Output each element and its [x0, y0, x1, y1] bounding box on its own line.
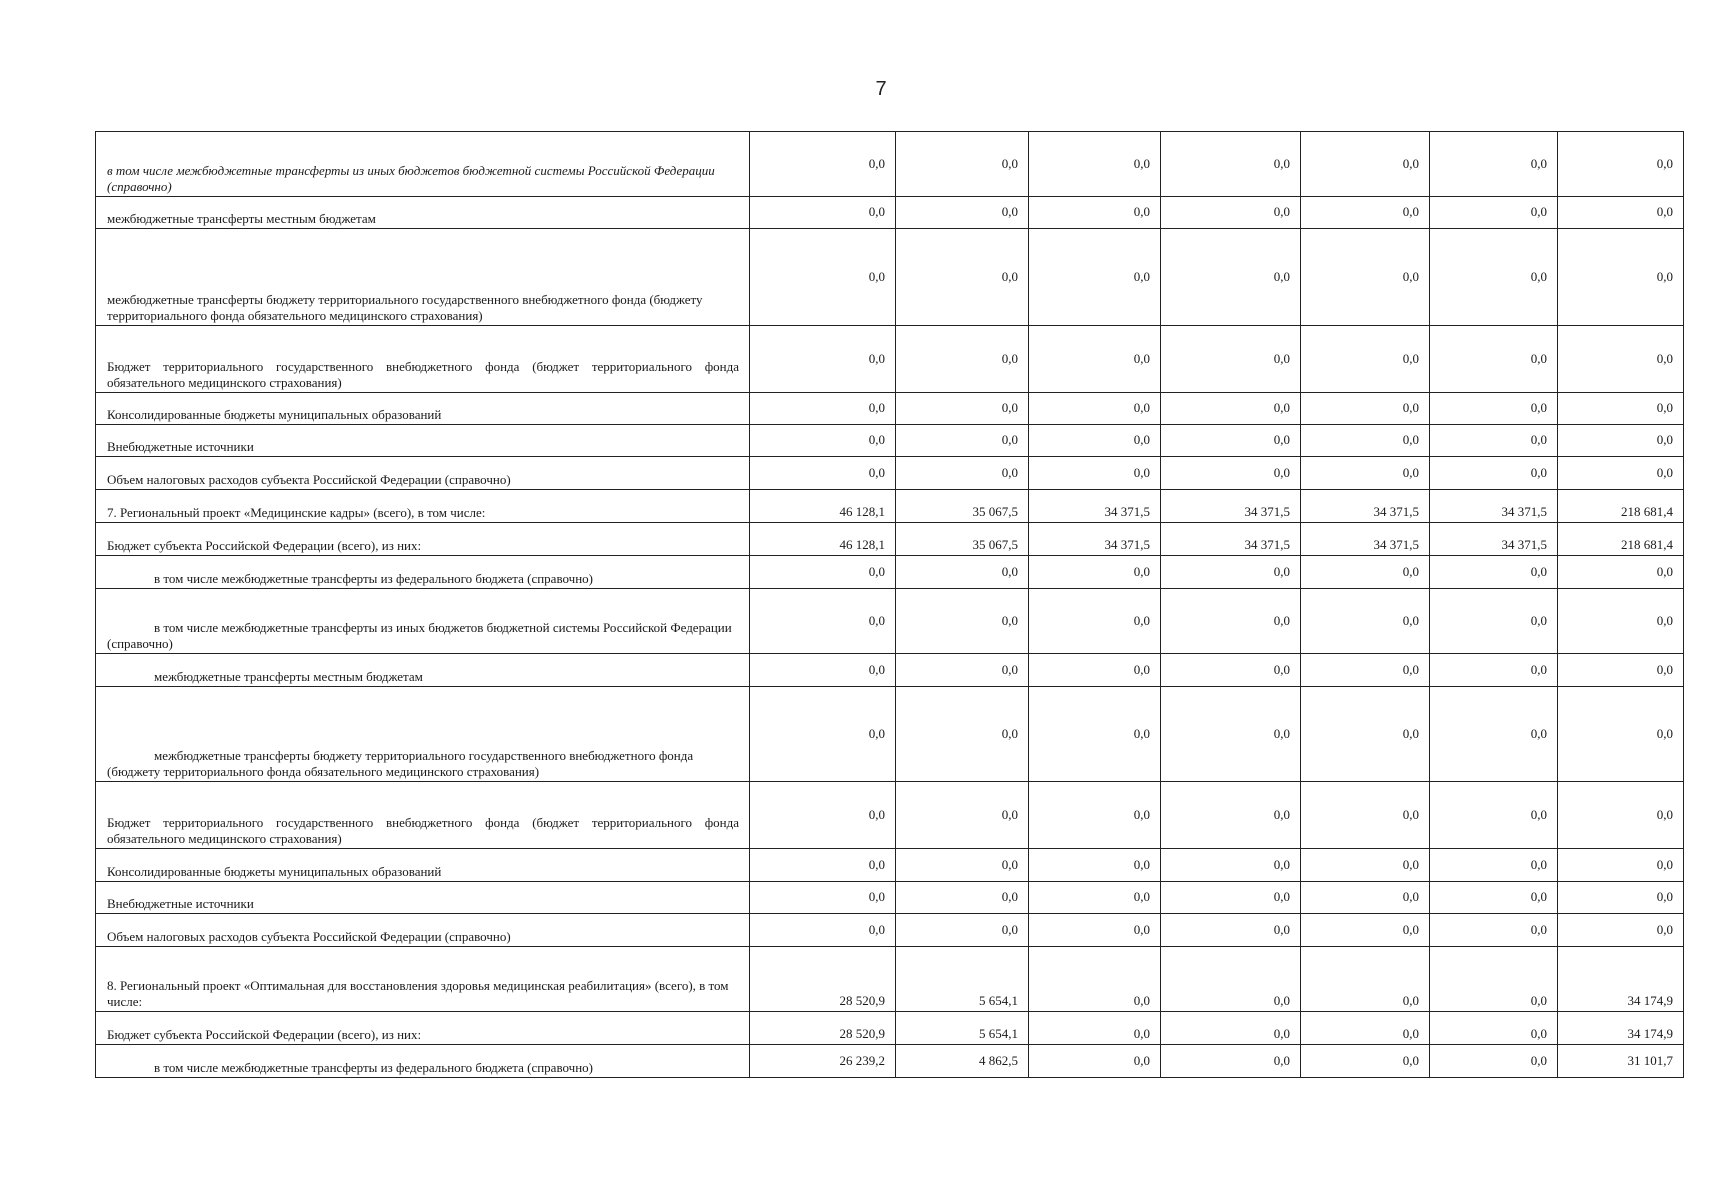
value-cell: 0,0 — [1161, 782, 1301, 849]
value-cell: 0,0 — [896, 914, 1029, 947]
row-label-text: Бюджет субъекта Российской Федерации (всего), из них: — [107, 1026, 422, 1042]
value-cell: 0,0 — [1430, 1045, 1558, 1078]
value-cell: 0,0 — [1161, 687, 1301, 782]
value-cell: 26 239,2 — [750, 1045, 896, 1078]
value-cell: 0,0 — [1558, 849, 1684, 882]
value-cell: 0,0 — [1301, 914, 1430, 947]
value-cell: 34 371,5 — [1301, 490, 1430, 523]
value-cell: 0,0 — [896, 457, 1029, 490]
value-cell: 0,0 — [1161, 1045, 1301, 1078]
value-cell: 0,0 — [1430, 654, 1558, 687]
value-cell: 4 862,5 — [896, 1045, 1029, 1078]
value-cell: 0,0 — [1430, 556, 1558, 589]
value-cell: 218 681,4 — [1558, 523, 1684, 556]
row-label-text: 8. Региональный проект «Оптимальная для восстановления здоровья медицинская реабилитация» (всего), в том числе: — [107, 977, 729, 1009]
table-row — [96, 229, 1684, 326]
value-cell: 0,0 — [1430, 197, 1558, 229]
value-cell: 0,0 — [1161, 326, 1301, 393]
value-cell: 0,0 — [1161, 393, 1301, 425]
value-cell: 0,0 — [1029, 589, 1161, 654]
value-cell: 0,0 — [896, 849, 1029, 882]
value-cell: 0,0 — [1161, 914, 1301, 947]
table-row — [96, 197, 1684, 229]
value-cell: 0,0 — [1161, 1012, 1301, 1045]
value-cell: 0,0 — [1301, 1012, 1430, 1045]
value-cell: 0,0 — [1301, 393, 1430, 425]
value-cell: 0,0 — [1558, 687, 1684, 782]
value-cell: 0,0 — [1029, 687, 1161, 782]
row-label — [96, 1045, 750, 1078]
value-cell: 0,0 — [1029, 947, 1161, 1012]
row-label-text: Внебюджетные источники — [107, 438, 254, 454]
value-cell: 28 520,9 — [750, 947, 896, 1012]
value-cell: 0,0 — [1301, 687, 1430, 782]
row-label-text: межбюджетные трансферты бюджету территориального государственного внебюджетного фонда (бюджету территориального фонда обязательного медицинского страхования) — [107, 747, 694, 779]
table-row — [96, 1012, 1684, 1045]
table-row — [96, 457, 1684, 490]
value-cell: 0,0 — [750, 654, 896, 687]
row-label-text: Бюджет территориального государственного внебюджетного фонда (бюджет территориального фонда обязательного медицинского страхования) — [107, 814, 739, 846]
value-cell: 0,0 — [1029, 849, 1161, 882]
table-row — [96, 914, 1684, 947]
value-cell: 0,0 — [1301, 197, 1430, 229]
value-cell: 0,0 — [1430, 326, 1558, 393]
value-cell: 0,0 — [1430, 457, 1558, 490]
value-cell: 0,0 — [1029, 229, 1161, 326]
value-cell: 0,0 — [1029, 1045, 1161, 1078]
value-cell: 0,0 — [750, 197, 896, 229]
value-cell: 0,0 — [1430, 1012, 1558, 1045]
value-cell: 0,0 — [1430, 393, 1558, 425]
value-cell: 0,0 — [750, 132, 896, 197]
budget-table — [95, 131, 1684, 1078]
value-cell: 34 371,5 — [1161, 523, 1301, 556]
value-cell: 0,0 — [1430, 687, 1558, 782]
row-label — [96, 326, 750, 393]
value-cell: 0,0 — [1558, 229, 1684, 326]
value-cell: 0,0 — [1430, 782, 1558, 849]
value-cell: 0,0 — [1029, 457, 1161, 490]
value-cell: 31 101,7 — [1558, 1045, 1684, 1078]
value-cell: 0,0 — [1161, 849, 1301, 882]
row-label — [96, 687, 750, 782]
value-cell: 35 067,5 — [896, 490, 1029, 523]
value-cell: 0,0 — [1029, 326, 1161, 393]
value-cell: 0,0 — [1301, 1045, 1430, 1078]
row-label-text: в том числе межбюджетные трансферты из федерального бюджета (справочно) — [154, 1059, 593, 1075]
value-cell: 0,0 — [1430, 914, 1558, 947]
row-label — [96, 425, 750, 457]
row-label-text: 7. Региональный проект «Медицинские кадры» (всего), в том числе: — [107, 504, 486, 520]
value-cell: 0,0 — [750, 393, 896, 425]
page-number: 7 — [875, 78, 887, 100]
value-cell: 34 371,5 — [1430, 490, 1558, 523]
value-cell: 0,0 — [1301, 589, 1430, 654]
row-label — [96, 947, 750, 1012]
value-cell: 0,0 — [1161, 654, 1301, 687]
value-cell: 0,0 — [1301, 326, 1430, 393]
value-cell: 0,0 — [750, 849, 896, 882]
table-row — [96, 782, 1684, 849]
value-cell: 0,0 — [1161, 882, 1301, 914]
value-cell: 0,0 — [896, 393, 1029, 425]
value-cell: 34 174,9 — [1558, 1012, 1684, 1045]
value-cell: 0,0 — [1558, 457, 1684, 490]
row-label-text: межбюджетные трансферты местным бюджетам — [107, 210, 376, 226]
value-cell: 0,0 — [1430, 425, 1558, 457]
row-label — [96, 197, 750, 229]
value-cell: 0,0 — [896, 326, 1029, 393]
row-label-text: Бюджет территориального государственного внебюджетного фонда (бюджет территориального фонда обязательного медицинского страхования) — [107, 358, 739, 390]
value-cell: 46 128,1 — [750, 523, 896, 556]
value-cell: 0,0 — [750, 914, 896, 947]
value-cell: 0,0 — [1029, 782, 1161, 849]
row-label — [96, 882, 750, 914]
value-cell: 0,0 — [1029, 197, 1161, 229]
value-cell: 0,0 — [750, 229, 896, 326]
value-cell: 0,0 — [1161, 556, 1301, 589]
value-cell: 0,0 — [1558, 393, 1684, 425]
value-cell: 34 174,9 — [1558, 947, 1684, 1012]
value-cell: 0,0 — [1301, 556, 1430, 589]
value-cell: 0,0 — [896, 425, 1029, 457]
table-row — [96, 882, 1684, 914]
value-cell: 0,0 — [1301, 782, 1430, 849]
value-cell: 0,0 — [1029, 556, 1161, 589]
value-cell: 34 371,5 — [1029, 490, 1161, 523]
value-cell: 0,0 — [896, 782, 1029, 849]
value-cell: 0,0 — [1430, 132, 1558, 197]
value-cell: 0,0 — [750, 425, 896, 457]
row-label — [96, 393, 750, 425]
value-cell: 46 128,1 — [750, 490, 896, 523]
value-cell: 0,0 — [750, 782, 896, 849]
row-label-text: Консолидированные бюджеты муниципальных образований — [107, 406, 442, 422]
value-cell: 0,0 — [1301, 654, 1430, 687]
table-row — [96, 589, 1684, 654]
value-cell: 0,0 — [896, 687, 1029, 782]
value-cell: 0,0 — [750, 556, 896, 589]
value-cell: 0,0 — [1161, 132, 1301, 197]
value-cell: 0,0 — [1161, 947, 1301, 1012]
value-cell: 0,0 — [1029, 425, 1161, 457]
row-label-text: в том числе межбюджетные трансферты из иных бюджетов бюджетной системы Российской Федерации (справочно) — [107, 162, 715, 194]
value-cell: 0,0 — [1161, 457, 1301, 490]
value-cell: 0,0 — [1558, 425, 1684, 457]
row-label-text: Внебюджетные источники — [107, 895, 254, 911]
value-cell: 0,0 — [1301, 882, 1430, 914]
row-label — [96, 457, 750, 490]
value-cell: 0,0 — [896, 197, 1029, 229]
value-cell: 28 520,9 — [750, 1012, 896, 1045]
value-cell: 0,0 — [896, 556, 1029, 589]
table-row — [96, 556, 1684, 589]
value-cell: 0,0 — [1301, 849, 1430, 882]
value-cell: 34 371,5 — [1161, 490, 1301, 523]
table-row — [96, 425, 1684, 457]
row-label-text: межбюджетные трансферты местным бюджетам — [154, 668, 423, 684]
table-row — [96, 947, 1684, 1012]
value-cell: 0,0 — [896, 654, 1029, 687]
value-cell: 0,0 — [1558, 782, 1684, 849]
value-cell: 34 371,5 — [1029, 523, 1161, 556]
value-cell: 0,0 — [750, 687, 896, 782]
row-label — [96, 589, 750, 654]
row-label — [96, 132, 750, 197]
value-cell: 0,0 — [750, 326, 896, 393]
table-row — [96, 490, 1684, 523]
row-label-text: Объем налоговых расходов субъекта Российской Федерации (справочно) — [107, 471, 511, 487]
row-label-text: Объем налоговых расходов субъекта Российской Федерации (справочно) — [107, 928, 511, 944]
row-label-text: Бюджет субъекта Российской Федерации (всего), из них: — [107, 537, 422, 553]
row-label — [96, 1012, 750, 1045]
table-body — [96, 132, 1684, 1078]
value-cell: 0,0 — [1161, 425, 1301, 457]
value-cell: 0,0 — [1301, 229, 1430, 326]
value-cell: 0,0 — [1029, 393, 1161, 425]
row-label-text: межбюджетные трансферты бюджету территориального государственного внебюджетного фонда (бюджету территориального фонда обязательного медицинского страхования) — [107, 291, 703, 323]
row-label — [96, 782, 750, 849]
value-cell: 218 681,4 — [1558, 490, 1684, 523]
value-cell: 0,0 — [1430, 947, 1558, 1012]
value-cell: 0,0 — [1558, 654, 1684, 687]
row-label — [96, 490, 750, 523]
value-cell: 0,0 — [1430, 229, 1558, 326]
value-cell: 5 654,1 — [896, 1012, 1029, 1045]
row-label — [96, 556, 750, 589]
value-cell: 0,0 — [1301, 425, 1430, 457]
value-cell: 0,0 — [1558, 556, 1684, 589]
value-cell: 0,0 — [1558, 132, 1684, 197]
value-cell: 0,0 — [1161, 589, 1301, 654]
value-cell: 0,0 — [750, 589, 896, 654]
value-cell: 0,0 — [1029, 654, 1161, 687]
table-row — [96, 326, 1684, 393]
value-cell: 0,0 — [1430, 849, 1558, 882]
value-cell: 0,0 — [1301, 132, 1430, 197]
table-row — [96, 849, 1684, 882]
value-cell: 0,0 — [1430, 882, 1558, 914]
value-cell: 0,0 — [750, 457, 896, 490]
value-cell: 35 067,5 — [896, 523, 1029, 556]
row-label — [96, 849, 750, 882]
value-cell: 0,0 — [896, 132, 1029, 197]
value-cell: 34 371,5 — [1430, 523, 1558, 556]
row-label — [96, 229, 750, 326]
value-cell: 0,0 — [1029, 132, 1161, 197]
value-cell: 0,0 — [1161, 229, 1301, 326]
value-cell: 0,0 — [896, 882, 1029, 914]
row-label — [96, 654, 750, 687]
row-label-text: Консолидированные бюджеты муниципальных образований — [107, 863, 442, 879]
table-row — [96, 654, 1684, 687]
value-cell: 0,0 — [1558, 882, 1684, 914]
value-cell: 0,0 — [1301, 457, 1430, 490]
table-row — [96, 523, 1684, 556]
value-cell: 5 654,1 — [896, 947, 1029, 1012]
value-cell: 0,0 — [1161, 197, 1301, 229]
value-cell: 0,0 — [1558, 914, 1684, 947]
table-row — [96, 132, 1684, 197]
value-cell: 0,0 — [1558, 326, 1684, 393]
value-cell: 0,0 — [1029, 914, 1161, 947]
value-cell: 0,0 — [896, 589, 1029, 654]
row-label-text: в том числе межбюджетные трансферты из федерального бюджета (справочно) — [154, 570, 593, 586]
table-row — [96, 687, 1684, 782]
value-cell: 0,0 — [1558, 589, 1684, 654]
value-cell: 0,0 — [1029, 1012, 1161, 1045]
row-label — [96, 523, 750, 556]
value-cell: 0,0 — [1558, 197, 1684, 229]
value-cell: 0,0 — [896, 229, 1029, 326]
value-cell: 0,0 — [1430, 589, 1558, 654]
row-label-text: в том числе межбюджетные трансферты из иных бюджетов бюджетной системы Российской Федерации (справочно) — [107, 619, 732, 651]
value-cell: 34 371,5 — [1301, 523, 1430, 556]
value-cell: 0,0 — [1029, 882, 1161, 914]
value-cell: 0,0 — [1301, 947, 1430, 1012]
value-cell: 0,0 — [750, 882, 896, 914]
table-row — [96, 393, 1684, 425]
table-row — [96, 1045, 1684, 1078]
row-label — [96, 914, 750, 947]
